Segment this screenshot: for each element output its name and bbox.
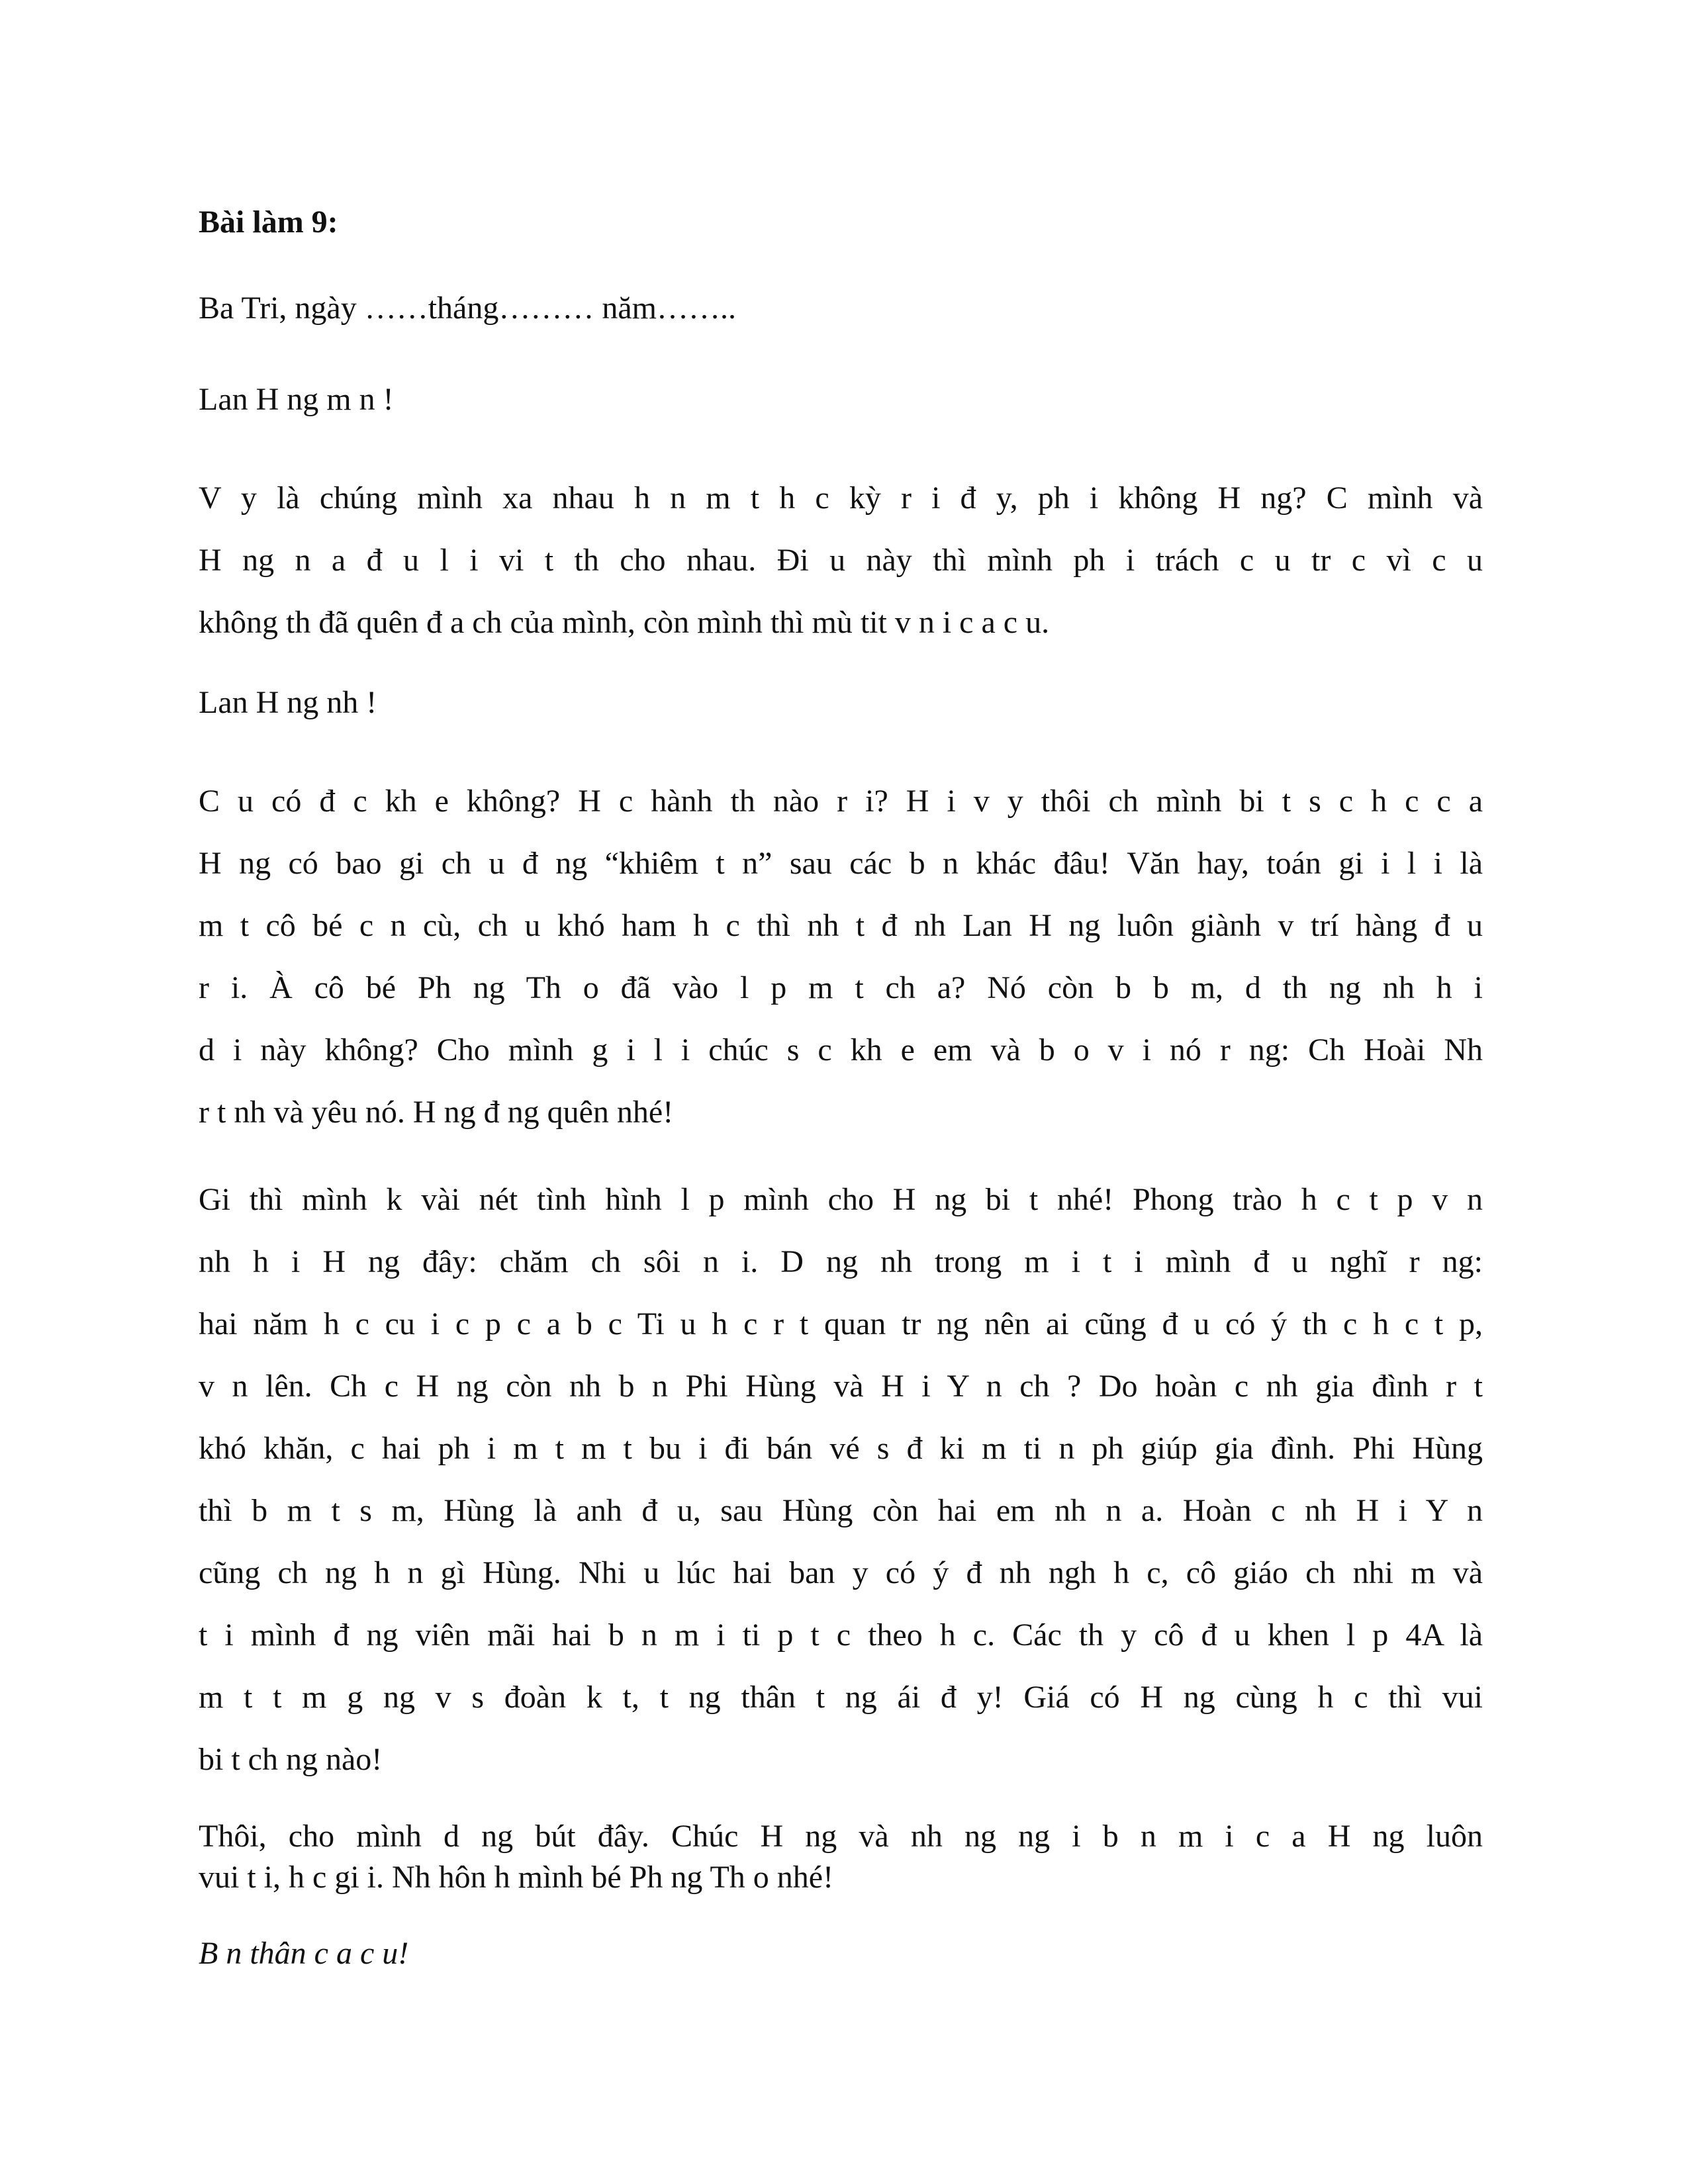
paragraph-line: khó khăn, c hai ph i m t m t bu i đi bán vé s đ ki m ti n ph giúp gia đình. Phi Hùng <box>199 1431 1483 1466</box>
paragraph-line: H ng có bao gi ch u đ ng “khiêm t n” sau các b n khác đâu! Văn hay, toán gi i l i là <box>199 846 1483 881</box>
letter-document <box>199 199 1483 1978</box>
paragraph-line: hai năm h c cu i c p c a b c Ti u h c r t quan tr ng nên ai cũng đ u có ý th c h c t p, <box>199 1306 1483 1342</box>
paragraph-1 <box>199 467 1483 654</box>
paragraph-line: không th đã quên đ a ch của mình, còn mình thì mù tit v n i c a c u. <box>199 605 1050 640</box>
paragraph-line: v n lên. Ch c H ng còn nh b n Phi Hùng và H i Y n ch ? Do hoàn c nh gia đình r t <box>199 1369 1483 1404</box>
paragraph-line: H ng n a đ u l i vi t th cho nhau. Đi u này thì mình ph i trách c u tr c vì c u <box>199 543 1483 578</box>
paragraph-line: cũng ch ng h n gì Hùng. Nhi u lúc hai ban y có ý đ nh ngh h c, cô giáo ch nhi m và <box>199 1555 1483 1590</box>
greeting-2: Lan H ng nh ! <box>199 685 377 720</box>
essay-heading: Bài làm 9: <box>199 205 338 240</box>
date-line: Ba Tri, ngày ……tháng……… năm…….. <box>199 291 736 326</box>
paragraph-line: m t cô bé c n cù, ch u khó ham h c thì nh t đ nh Lan H ng luôn giành v trí hàng đ u <box>199 908 1483 943</box>
paragraph-2 <box>199 770 1483 1144</box>
paragraph-line: t i mình đ ng viên mãi hai b n m i ti p t c theo h c. Các th y cô đ u khen l p 4A là <box>199 1617 1483 1653</box>
paragraph-line: vui t i, h c gi i. Nh hôn h mình bé Ph ng Th o nhé! <box>199 1860 834 1895</box>
paragraph-line: bi t ch ng nào! <box>199 1742 383 1777</box>
paragraph-line: nh h i H ng đây: chăm ch sôi n i. D ng nh trong m i t i mình đ u nghĩ r ng: <box>199 1244 1483 1279</box>
paragraph-line: Thôi, cho mình d ng bút đây. Chúc H ng và nh ng ng i b n m i c a H ng luôn <box>199 1819 1483 1854</box>
paragraph-line: r i. À cô bé Ph ng Th o đã vào l p m t ch a? Nó còn b b m, d th ng nh h i <box>199 970 1483 1005</box>
paragraph-4 <box>199 1816 1483 1898</box>
paragraph-line: m t t m g ng v s đoàn k t, t ng thân t ng ái đ y! Giá có H ng cùng h c thì vui <box>199 1680 1483 1715</box>
paragraph-line: C u có đ c kh e không? H c hành th nào r i? H i v y thôi ch mình bi t s c h c c a <box>199 784 1483 819</box>
paragraph-line: r t nh và yêu nó. H ng đ ng quên nhé! <box>199 1095 674 1130</box>
paragraph-line: Gi thì mình k vài nét tình hình l p mình cho H ng bi t nhé! Phong trào h c t p v n <box>199 1182 1483 1217</box>
greeting-1: Lan H ng m n ! <box>199 382 394 417</box>
paragraph-line: d i này không? Cho mình g i l i chúc s c kh e em và b o v i nó r ng: Ch Hoài Nh <box>199 1032 1483 1068</box>
paragraph-3 <box>199 1169 1483 1791</box>
paragraph-line: V y là chúng mình xa nhau h n m t h c kỳ r i đ y, ph i không H ng? C mình và <box>199 480 1483 516</box>
paragraph-line: thì b m t s m, Hùng là anh đ u, sau Hùng còn hai em nh n a. Hoàn c nh H i Y n <box>199 1493 1483 1528</box>
signature: B n thân c a c u! <box>199 1936 409 1971</box>
